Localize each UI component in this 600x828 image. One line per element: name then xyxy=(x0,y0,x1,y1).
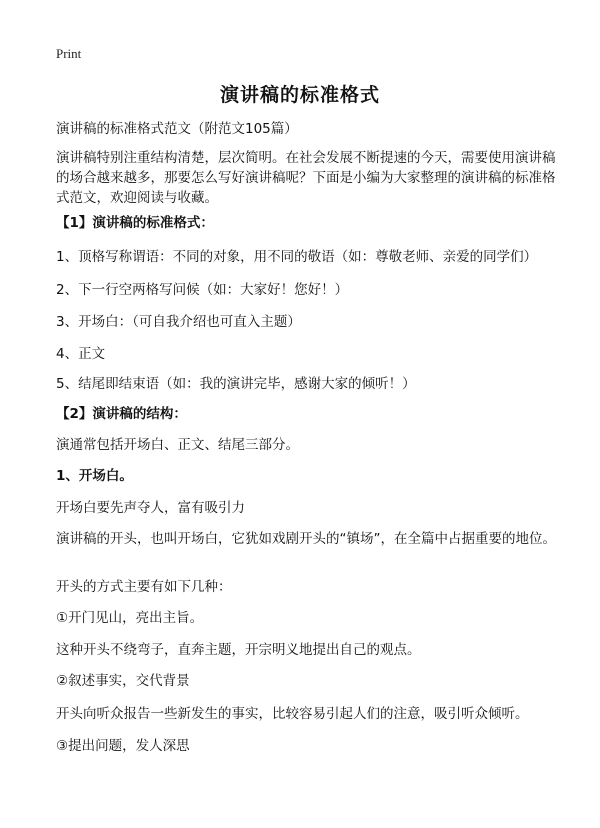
way2-desc: 开头向听众报告一些新发生的事实，比较容易引起人们的注意，吸引听众倾听。 xyxy=(56,706,529,722)
list-item: 5、结尾即结束语（如：我的演讲完毕，感谢大家的倾听！） xyxy=(56,376,416,392)
way1-title: ①开门见山，亮出主旨。 xyxy=(56,610,204,626)
way1-desc: 这种开头不绕弯子，直奔主题，开宗明义地提出自己的观点。 xyxy=(56,642,421,658)
document-title: 演讲稿的标准格式 xyxy=(219,84,380,106)
list-item: 3、开场白：（可自我介绍也可直入主题） xyxy=(56,314,301,330)
way2-title: ②叙述事实，交代背景 xyxy=(56,673,190,689)
list-item: 2、下一行空两格写问候（如：大家好！您好！） xyxy=(56,282,349,298)
document-subtitle: 演讲稿的标准格式范文（附范文105篇） xyxy=(56,121,298,137)
list-item: 4、正文 xyxy=(56,346,106,362)
sub1-ways: 开头的方式主要有如下几种： xyxy=(56,579,232,595)
section2-heading: 【2】演讲稿的结构： xyxy=(56,406,187,422)
sub1-line: 开场白要先声夺人，富有吸引力 xyxy=(56,500,245,516)
list-item: 1、顶格写称谓语：不同的对象，用不同的敬语（如：尊敬老师、亲爱的同学们） xyxy=(56,249,538,265)
sub1-heading: 1、开场白。 xyxy=(56,468,133,484)
intro-paragraph: 演讲稿特别注重结构清楚，层次简明。在社会发展不断提速的今天，需要使用演讲稿的场合越来越多，那要怎么写好演讲稿呢？下面是小编为大家整理的演讲稿的标准格式范文，欢迎阅读与收藏。 xyxy=(56,150,556,206)
section2-intro: 演通常包括开场白、正文、结尾三部分。 xyxy=(56,437,299,453)
section1-heading: 【1】演讲稿的标准格式： xyxy=(56,215,214,231)
way3-title: ③提出问题，发人深思 xyxy=(56,738,190,754)
sub1-paragraph: 演讲稿的开头，也叫开场白，它犹如戏剧开头的“镇场”，在全篇中占据重要的地位。 xyxy=(56,531,556,547)
print-link[interactable]: Print xyxy=(56,46,82,61)
